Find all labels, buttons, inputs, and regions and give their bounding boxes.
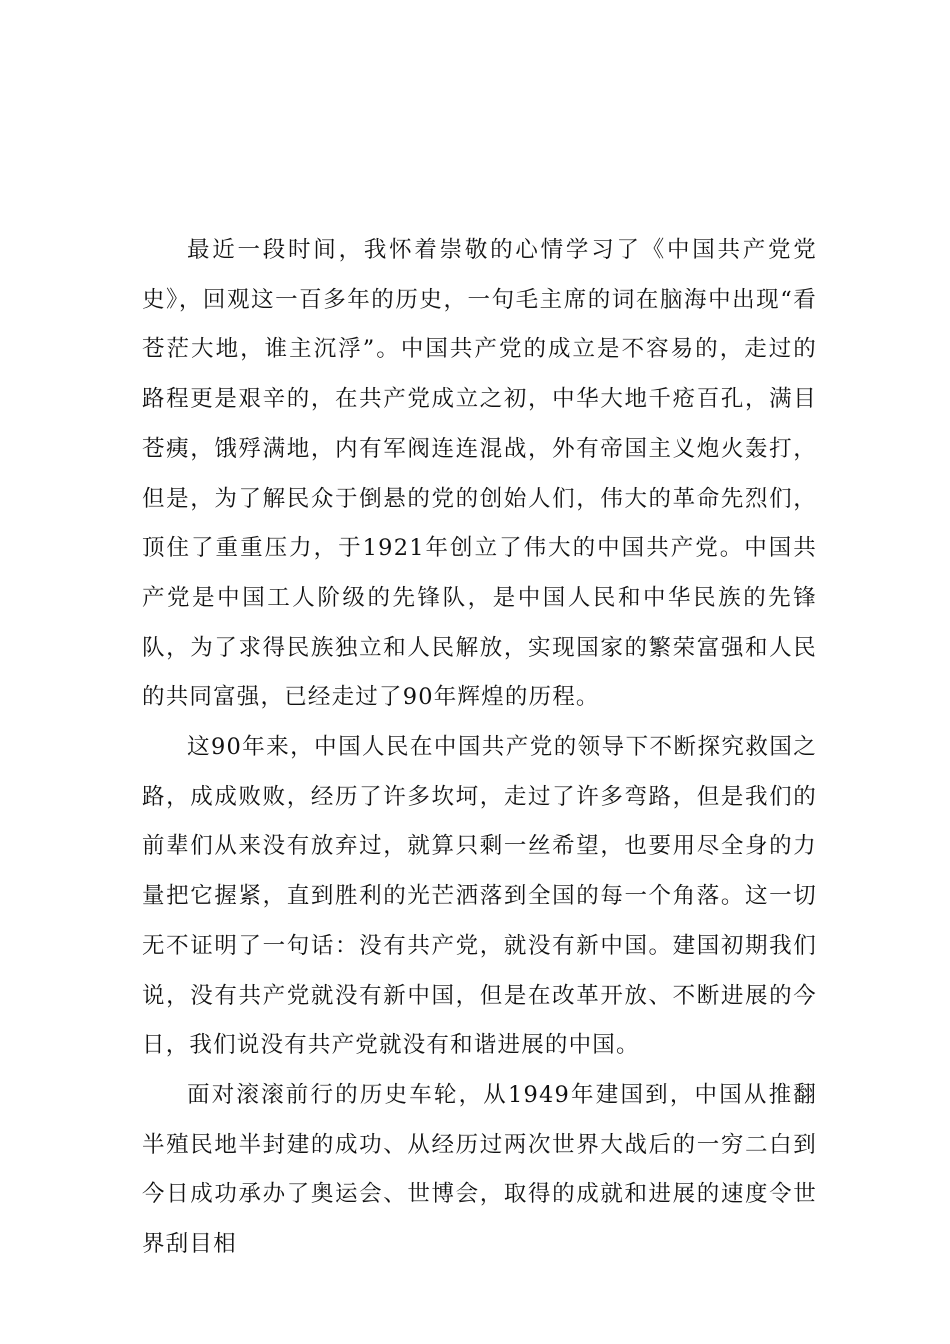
body-text (142, 226, 817, 1270)
paragraph-3: 面对滚滚前行的历史车轮，从1949年建国到，中国从推翻半殖民地半封建的成功、从经历过两次世界大战后的一穷二白到今日成功承办了奥运会、世博会，取得的成就和进展的速度令世界刮目相 (142, 1081, 817, 1258)
paragraph-2: 这90年来，中国人民在中国共产党的领导下不断探究救国之路，成成败败，经历了许多坎坷，走过了许多弯路，但是我们的前辈们从来没有放弃过，就算只剩一丝希望，也要用尽全身的力量把它握紧，直到胜利的光芒洒落到全国的每一个角落。这一切无不证明了一句话：没有共产党，就没有新中国。建国初期我们说，没有共产党就没有新中国，但是在改革开放、不断进展的今日，我们说没有共产党就没有和谐进展的中国。 (142, 734, 817, 1059)
paragraph-1: 最近一段时间，我怀着崇敬的心情学习了《中国共产党党史》，回观这一百多年的历史，一句毛主席的词在脑海中出现“看苍茫大地，谁主沉浮”。中国共产党的成立是不容易的，走过的路程更是艰辛的，在共产党成立之初，中华大地千疮百孔，满目苍痍，饿殍满地，内有军阀连连混战，外有帝国主义炮火轰打，但是，为了解民众于倒悬的党的创始人们，伟大的革命先烈们，顶住了重重压力，于1921年创立了伟大的中国共产党。中国共产党是中国工人阶级的先锋队，是中国人民和中华民族的先锋队，为了求得民族独立和人民解放，实现国家的繁荣富强和人民的共同富强，已经走过了90年辉煌的历程。 (142, 237, 817, 711)
